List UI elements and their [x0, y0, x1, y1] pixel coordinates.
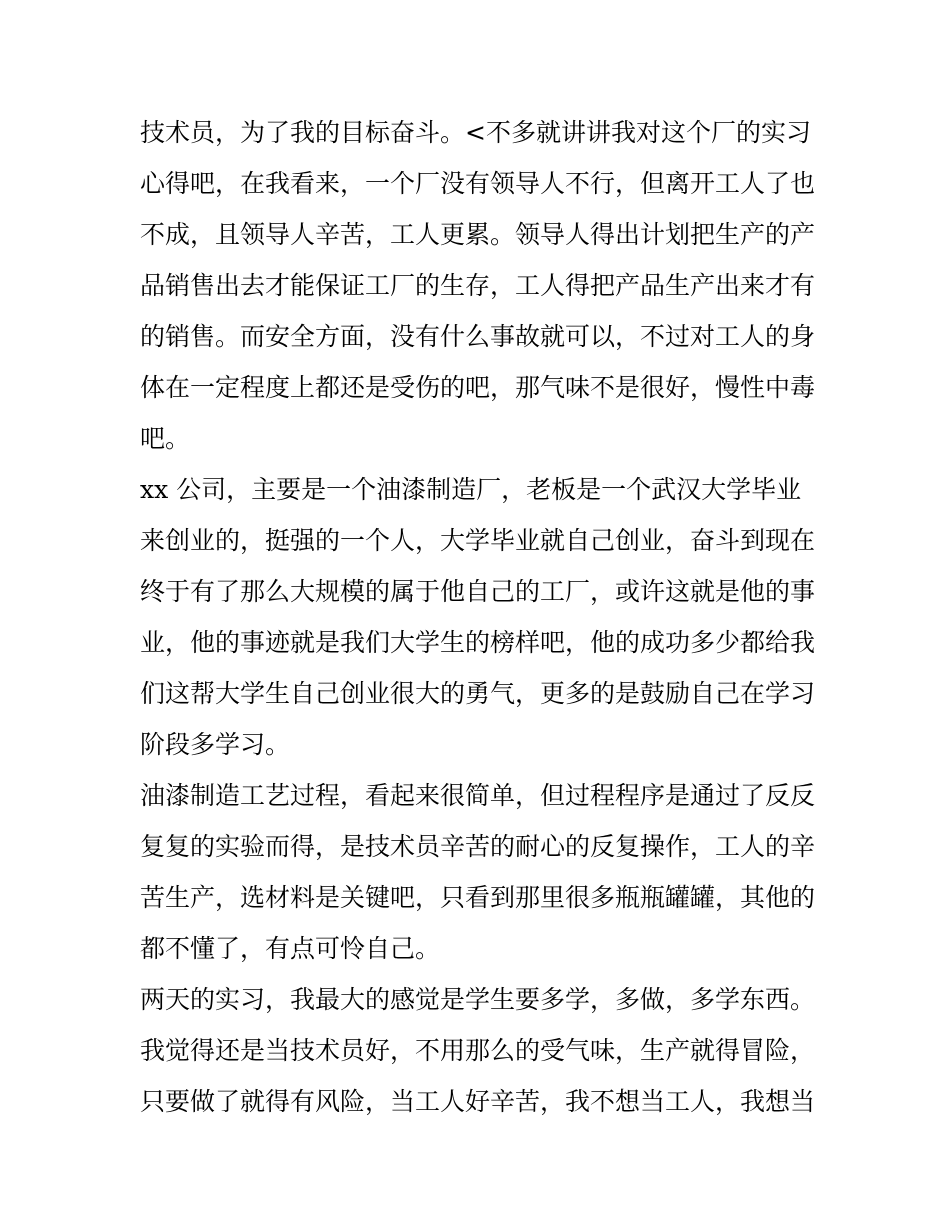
text-line: 我觉得还是当技术员好，不用那么的受气味，生产就得冒险，	[140, 1036, 816, 1065]
text-line: 心得吧，在我看来，一个厂没有领导人不行，但离开工人了也	[140, 169, 816, 198]
text-line: 阶段多学习。	[140, 730, 291, 759]
text-line: 油漆制造工艺过程，看起来很简单，但过程程序是通过了反反	[140, 781, 816, 810]
paragraph-2	[140, 464, 814, 770]
text-line: 技术员，为了我的目标奋斗。<不多就讲讲我对这个厂的实习	[140, 118, 811, 147]
text-line: 业，他的事迹就是我们大学生的榜样吧，他的成功多少都给我	[140, 628, 816, 657]
paragraph-1	[140, 107, 814, 464]
text-line: 的销售。而安全方面，没有什么事故就可以，不过对工人的身	[140, 322, 816, 351]
document-body	[140, 107, 814, 1127]
text-line: 复复的实验而得，是技术员辛苦的耐心的反复操作，工人的辛	[140, 832, 816, 861]
text-line: xx 公司，主要是一个油漆制造厂，老板是一个武汉大学毕业	[140, 475, 802, 504]
text-line: 们这帮大学生自己创业很大的勇气，更多的是鼓励自己在学习	[140, 679, 816, 708]
paragraph-3	[140, 770, 814, 974]
text-line: 吧。	[140, 424, 191, 453]
text-line: 苦生产，选材料是关键吧，只看到那里很多瓶瓶罐罐，其他的	[140, 883, 816, 912]
text-line: 品销售出去才能保证工厂的生存，工人得把产品生产出来才有	[140, 271, 816, 300]
text-line: 终于有了那么大规模的属于他自己的工厂，或许这就是他的事	[140, 577, 816, 606]
text-line: 来创业的，挺强的一个人，大学毕业就自己创业，奋斗到现在	[140, 526, 816, 555]
text-line: 只要做了就得有风险，当工人好辛苦，我不想当工人，我想当	[140, 1087, 816, 1116]
text-line: 两天的实习，我最大的感觉是学生要多学，多做，多学东西。	[140, 985, 816, 1014]
text-line: 都不懂了，有点可怜自己。	[140, 934, 441, 963]
paragraph-4	[140, 974, 814, 1127]
text-line: 体在一定程度上都还是受伤的吧，那气味不是很好，慢性中毒	[140, 373, 816, 402]
text-line: 不成，且领导人辛苦，工人更累。领导人得出计划把生产的产	[140, 220, 816, 249]
